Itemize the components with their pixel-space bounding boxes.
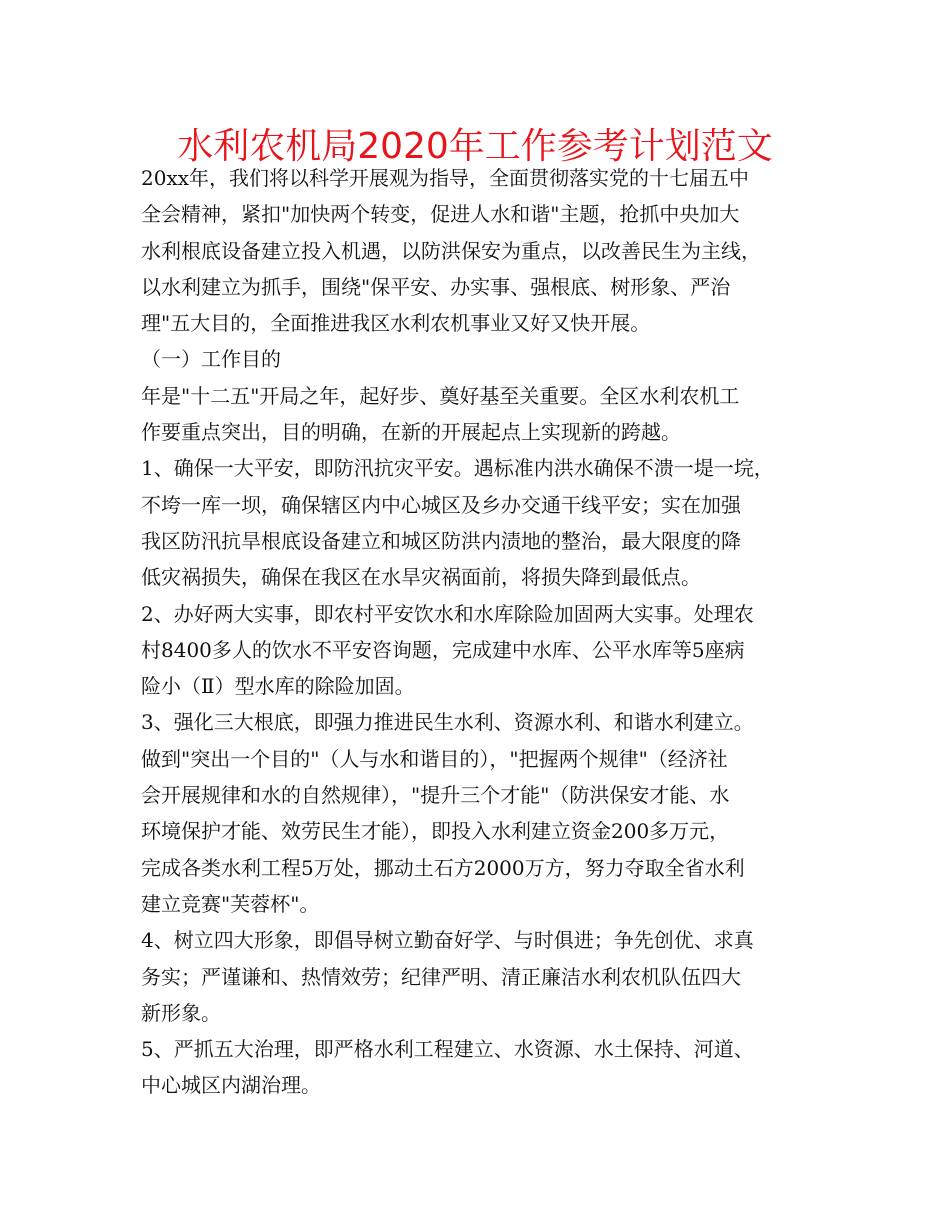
body-line: 会开展规律和水的自然规律），"提升三个才能"（防洪保安才能、水 — [141, 783, 730, 808]
body-line: 20xx年，我们将以科学开展观为指导，全面贯彻落实党的十七届五中 — [141, 166, 750, 190]
body-line: 1、确保一大平安，即防汛抗灾平安。遇标准内洪水确保不溃一堤一垸， — [141, 456, 774, 481]
body-line: 水利根底设备建立投入机遇，以防洪保安为重点，以改善民生为主线， — [141, 238, 761, 263]
body-line: 理"五大目的，全面推进我区水利农机事业又好又快开展。 — [141, 311, 651, 336]
body-line: 村8400多人的饮水不平安咨询题，完成建中水库、公平水库等5座病 — [141, 637, 745, 662]
body-line: 建立竞赛"芙蓉杯"。 — [141, 891, 320, 916]
section-heading: （一）工作目的 — [141, 347, 281, 372]
body-line: 以水利建立为抓手，围绕"保平安、办实事、强根底、树形象、严治 — [141, 274, 731, 299]
body-line: 险小（Ⅱ）型水库的除险加固。 — [141, 674, 415, 699]
body-line: 做到"突出一个目的"（人与水和谐目的），"把握两个规律"（经济社 — [141, 746, 728, 771]
body-line: 不垮一库一坝，确保辖区内中心城区及乡办交通干线平安；实在加强 — [141, 492, 741, 517]
body-line: 中心城区内湖治理。 — [141, 1073, 321, 1098]
document-body — [141, 160, 821, 1104]
body-line: 新形象。 — [141, 1000, 221, 1025]
document-title: 水利农机局2020年工作参考计划范文 — [177, 126, 773, 167]
body-line: 全会精神，紧扣"加快两个转变，促进人水和谐"主题，抢抓中央加大 — [141, 202, 740, 227]
body-line: 低灾祸损失，确保在我区在水旱灾祸面前，将损失降到最低点。 — [141, 565, 701, 590]
body-line: 2、办好两大实事，即农村平安饮水和水库除险加固两大实事。处理农 — [141, 601, 754, 626]
body-line: 环境保护才能、效劳民生才能），即投入水利建立资金200多万元， — [141, 819, 730, 844]
body-line: 完成各类水利工程5万处，挪动土石方2000万方，努力夺取全省水利 — [141, 855, 745, 880]
body-line: 年是"十二五"开局之年，起好步、奠好基至关重要。全区水利农机工 — [141, 383, 740, 408]
body-line: 作要重点突出，目的明确，在新的开展起点上实现新的跨越。 — [141, 420, 681, 445]
body-line: 3、强化三大根底，即强力推进民生水利、资源水利、和谐水利建立。 — [141, 710, 754, 735]
body-line: 4、树立四大形象，即倡导树立勤奋好学、与时俱进；争先创优、求真 — [141, 928, 754, 953]
body-line: 5、严抓五大治理，即严格水利工程建立、水资源、水土保持、河道、 — [141, 1037, 754, 1062]
body-line: 务实；严谨谦和、热情效劳；纪律严明、清正廉洁水利农机队伍四大 — [141, 964, 741, 989]
body-line: 我区防汛抗旱根底设备建立和城区防洪内渍地的整治，最大限度的降 — [141, 528, 741, 553]
